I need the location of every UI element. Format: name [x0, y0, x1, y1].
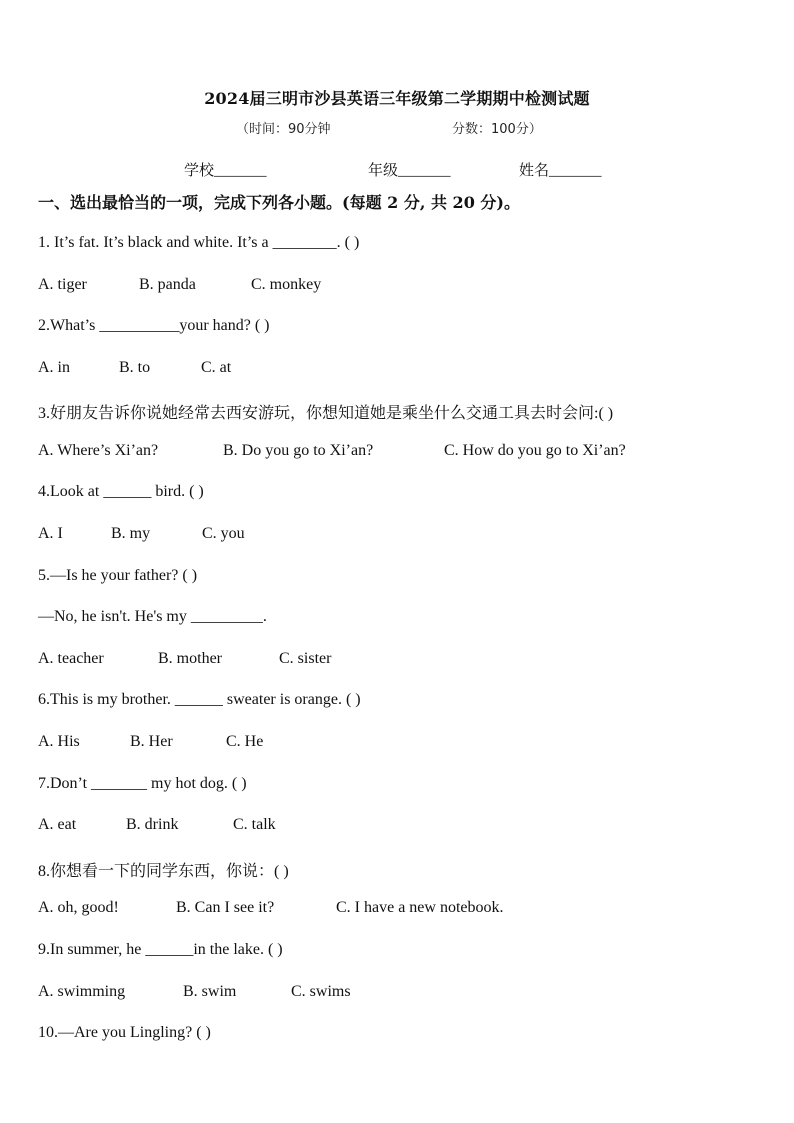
- option-a: A. eat: [38, 816, 77, 833]
- question-3-stem: 3.好朋友告诉你说她经常去西安游玩，你想知道她是乘坐什么交通工具去时会问:( ): [38, 405, 614, 422]
- question-9-stem: 9.In summer, he ______in the lake. ( ): [38, 941, 283, 958]
- question-2-stem: 2.What’s __________your hand? ( ): [38, 317, 270, 334]
- option-a: A. Where’s Xi’an?: [38, 442, 159, 459]
- question-5-stem: 5.—Is he your father? ( ): [38, 567, 198, 584]
- option-b: B. Her: [130, 733, 173, 750]
- option-a: A. His: [38, 733, 80, 750]
- option-b: B. my: [111, 525, 151, 542]
- option-c: C. How do you go to Xi’an?: [444, 442, 626, 459]
- option-a: A. swimming: [38, 983, 126, 1000]
- name-field: 姓名_______: [519, 163, 602, 179]
- option-c: C. monkey: [251, 276, 322, 293]
- option-b: B. swim: [183, 983, 237, 1000]
- section-heading: 一、选出最恰当的一项，完成下列各小题。(每题 2 分, 共 20 分)。: [38, 193, 520, 212]
- option-c: C. swims: [291, 983, 351, 1000]
- exam-score: 分数：100分）: [452, 122, 542, 137]
- option-b: B. Can I see it?: [176, 899, 275, 916]
- exam-time: （时间：90分钟: [236, 122, 331, 137]
- option-b: B. to: [119, 359, 151, 376]
- option-a: A. I: [38, 525, 63, 542]
- question-10-stem: 10.—Are you Lingling? ( ): [38, 1024, 211, 1041]
- option-c: C. talk: [233, 816, 276, 833]
- exam-meta: [236, 118, 542, 137]
- option-c: C. I have a new notebook.: [336, 899, 504, 916]
- grade-field: 年级_______: [368, 163, 451, 179]
- option-a: A. teacher: [38, 650, 104, 667]
- option-c: C. you: [202, 525, 245, 542]
- option-c: C. He: [226, 733, 264, 750]
- question-5-dialogue: —No, he isn't. He's my _________.: [38, 608, 267, 625]
- exam-title: 2024届三明市沙县英语三年级第二学期期中检测试题: [204, 89, 590, 108]
- question-6-stem: 6.This is my brother. ______ sweater is orange. ( ): [38, 691, 361, 708]
- question-1-stem: 1. It’s fat. It’s black and white. It’s a ________. ( ): [38, 234, 360, 251]
- option-c: C. at: [201, 359, 232, 376]
- school-field: 学校_______: [184, 163, 267, 179]
- option-a: A. in: [38, 359, 70, 376]
- question-4-stem: 4.Look at ______ bird. ( ): [38, 483, 204, 500]
- option-b: B. panda: [139, 276, 196, 293]
- option-b: B. drink: [126, 816, 179, 833]
- option-a: A. tiger: [38, 276, 87, 293]
- option-a: A. oh, good!: [38, 899, 119, 916]
- question-7-stem: 7.Don’t _______ my hot dog. ( ): [38, 775, 247, 792]
- option-c: C. sister: [279, 650, 332, 667]
- option-b: B. mother: [158, 650, 222, 667]
- option-b: B. Do you go to Xi’an?: [223, 442, 374, 459]
- question-8-stem: 8.你想看一下的同学东西，你说：( ): [38, 863, 289, 880]
